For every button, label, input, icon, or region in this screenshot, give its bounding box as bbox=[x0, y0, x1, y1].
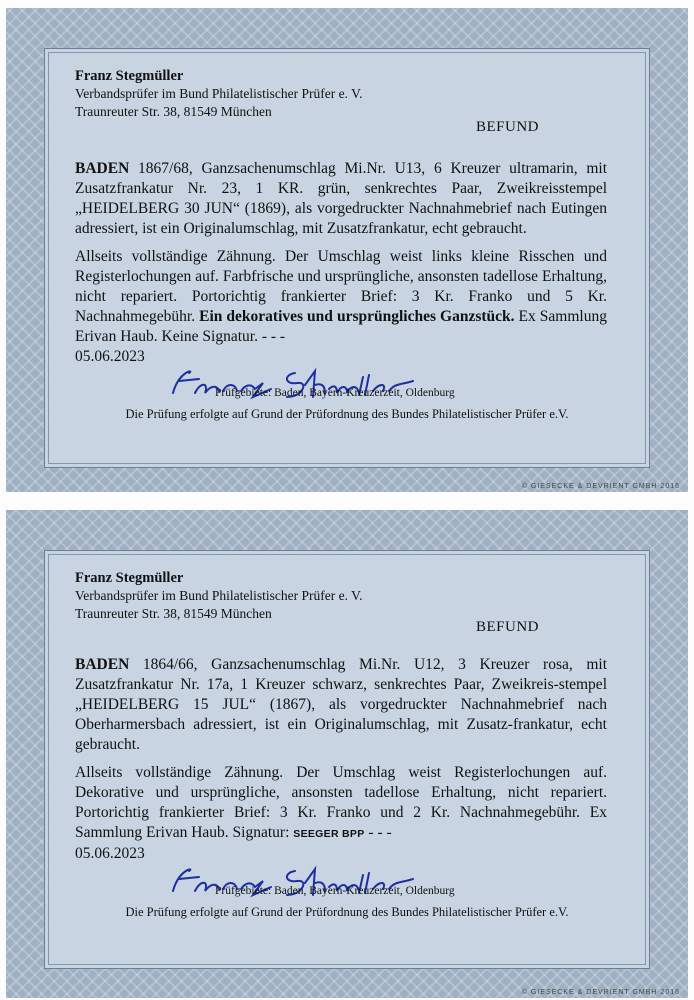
description-text: 1867/68, Ganzsachenumschlag Mi.Nr. U13, 6 Kreuzer ultramarin, mit Zusatzfrankatur Nr. 23, 1 KR. grün, senkrechtes Paar, Zweikreisstempel „HEIDELBERG 30 JUN“ (1869), als vorgedruckter Nachnahmebrief nach Eutingen adressiert, ist ein Originalumschlag, mit Zusatzfrankatur, echt gebraucht. bbox=[75, 160, 607, 237]
security-print-mark: © GIESECKE & DEVRIENT GMBH 2016 bbox=[521, 989, 680, 996]
examiner-address: Traunreuter Str. 38, 81549 München bbox=[75, 104, 272, 119]
footer-note: Die Prüfung erfolgte auf Grund der Prüfordnung des Bundes Philatelistischer Prüfer e.V. bbox=[125, 407, 569, 421]
certificate-panel bbox=[44, 550, 650, 969]
examiner-title: Verbandsprüfer im Bund Philatelistischer Prüfer e. V. bbox=[75, 86, 363, 101]
condition-tail: - - - bbox=[364, 824, 392, 841]
examination-areas: Prüfgebiete: Baden, Bayern-Kreuzerzeit, Oldenburg bbox=[215, 885, 455, 897]
examiner-header bbox=[75, 67, 362, 121]
condition-highlight: Ein dekoratives und ursprüngliches Ganzstück. bbox=[199, 308, 515, 325]
certificate-date: 05.06.2023 bbox=[75, 845, 145, 862]
security-print-mark: © GIESECKE & DEVRIENT GMBH 2016 bbox=[521, 483, 680, 490]
country-lead: BADEN bbox=[75, 656, 130, 673]
description-paragraph bbox=[75, 159, 607, 239]
condition-paragraph bbox=[75, 247, 607, 367]
description-paragraph bbox=[75, 655, 607, 755]
examiner-address: Traunreuter Str. 38, 81549 München bbox=[75, 606, 272, 621]
description-text: 1864/66, Ganzsachenumschlag Mi.Nr. U12, 3 Kreuzer rosa, mit Zusatzfrankatur Nr. 17a, 1 Kreuzer schwarz, senkrechtes Paar, Zweikreis-stempel „HEIDELBERG 15 JUL“ (1867), als vorgedruckter Nachnahmebrief nach Oberharmersbach adressiert, ist ein Originalumschlag, mit Zusatz-frankatur, echt gebraucht. bbox=[75, 656, 607, 753]
examiner-name: Franz Stegmüller bbox=[75, 570, 184, 586]
certificate-1 bbox=[6, 8, 688, 492]
signature-stamp: SEEGER BPP bbox=[293, 828, 365, 840]
condition-text: Allseits vollständige Zähnung. Der Umschlag weist Registerlochungen auf. Dekorative und ursprüngliche, ansonsten tadellose Erhaltung, nicht repariert. Portorichtig frankierter Brief: 3 Kr. Franko und 2 Kr. Nachnahmegebühr. Ex Sammlung Erivan Haub. Signatur: bbox=[75, 764, 607, 841]
footer-note: Die Prüfung erfolgte auf Grund der Prüfordnung des Bundes Philatelistischer Prüfer e.V. bbox=[125, 905, 569, 919]
condition-paragraph bbox=[75, 763, 607, 864]
examiner-header bbox=[75, 569, 362, 623]
condition-tail: Ex Sammlung Erivan Haub. Keine Signatur. - - - bbox=[75, 308, 607, 345]
certificate-date: 05.06.2023 bbox=[75, 348, 145, 365]
examiner-name: Franz Stegmüller bbox=[75, 68, 184, 84]
examiner-title: Verbandsprüfer im Bund Philatelistischer Prüfer e. V. bbox=[75, 588, 363, 603]
condition-text: Allseits vollständige Zähnung. Der Umschlag weist links kleine Risschen und Registerlochungen auf. Farbfrische und ursprüngliche, ansonsten tadellose Erhaltung, nicht repariert. Portorichtig frankierter Brief: 3 Kr. Franko und 5 Kr. Nachnahmegebühr. bbox=[75, 248, 607, 325]
befund-heading: BEFUND bbox=[475, 619, 539, 635]
certificate-body bbox=[75, 159, 607, 375]
certificate-panel bbox=[44, 48, 650, 468]
befund-heading: BEFUND bbox=[475, 119, 539, 135]
country-lead: BADEN bbox=[75, 160, 130, 177]
certificate-body bbox=[75, 655, 607, 872]
certificate-2 bbox=[6, 510, 688, 998]
examination-areas: Prüfgebiete: Baden, Bayern-Kreuzerzeit, Oldenburg bbox=[215, 387, 455, 399]
